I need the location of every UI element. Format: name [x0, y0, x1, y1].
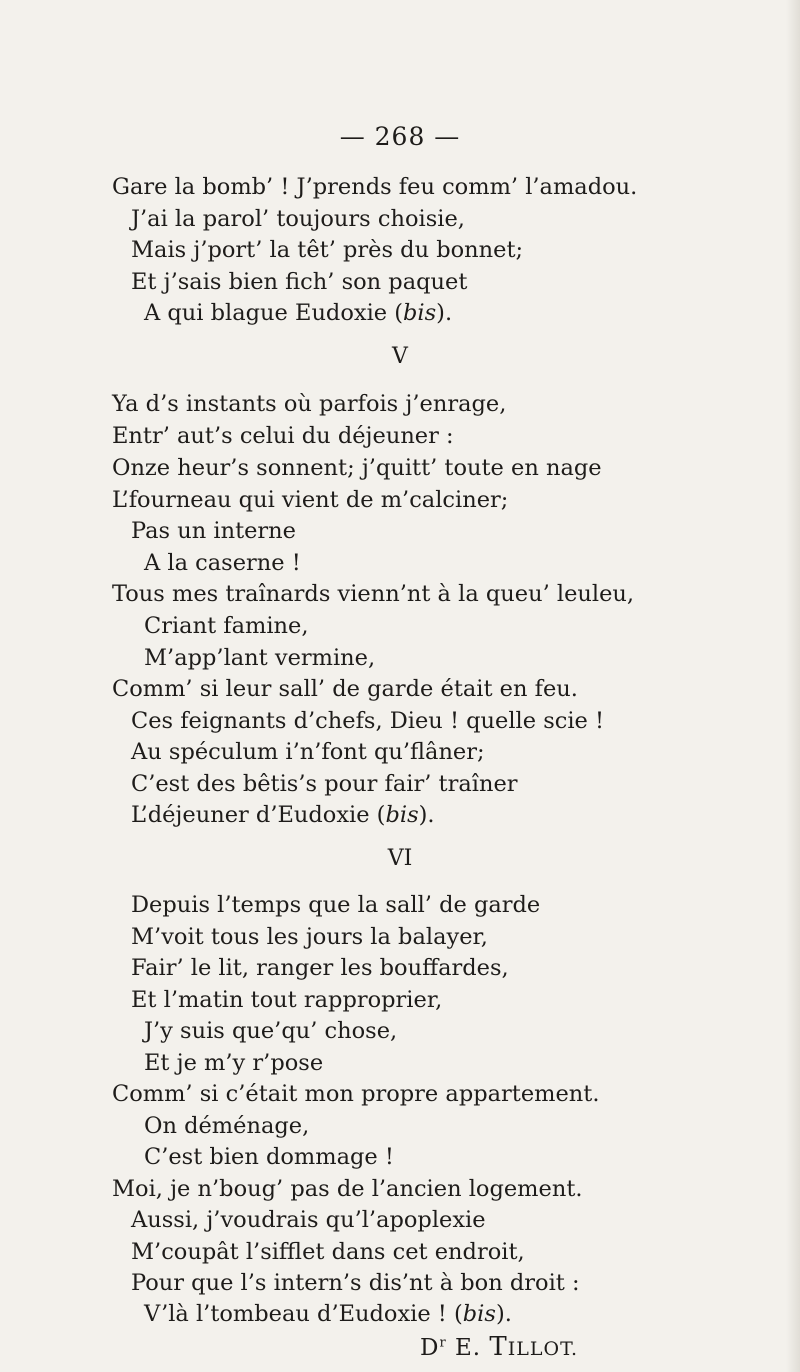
signature-initial: E.	[454, 1335, 482, 1361]
verse-line: Fair’ le lit, ranger les bouffardes,	[131, 955, 509, 981]
verse-line: J’y suis que’qu’ chose,	[144, 1018, 398, 1044]
page-number: — 268 —	[339, 122, 461, 151]
verse-line: Entr’ aut’s celui du déjeuner :	[112, 423, 454, 449]
verse-line: V’là l’tombeau d’Eudoxie ! (bis).	[144, 1301, 512, 1327]
verse-line: Mais j’port’ la têt’ près du bonnet;	[131, 237, 524, 263]
verse-line: J’ai la parol’ toujours choisie,	[131, 206, 465, 232]
verse-line: A la caserne !	[144, 550, 301, 576]
signature-surname-first: T	[489, 1332, 508, 1362]
verse-line: Et je m’y r’pose	[144, 1050, 324, 1076]
stanza-heading-vi: VI	[387, 846, 413, 871]
signature-title: D	[420, 1335, 440, 1361]
signature-title-sup: r	[439, 1335, 447, 1351]
verse-line: Pour que l’s intern’s dis’nt à bon droit :	[131, 1270, 580, 1296]
verse-line: A qui blague Eudoxie (bis).	[144, 300, 453, 326]
verse-line: Comm’ si leur sall’ de garde était en feu.	[112, 676, 578, 702]
verse-line: Et l’matin tout rapproprier,	[131, 987, 443, 1013]
stanza-heading-v: V	[392, 344, 408, 369]
verse-line: Tous mes traînards vienn’nt à la queu’ leuleu,	[112, 581, 635, 607]
verse-line: Comm’ si c’était mon propre appartement.	[112, 1081, 600, 1107]
verse-line: Pas un interne	[131, 518, 296, 544]
verse-line: Aussi, j’voudrais qu’l’apoplexie	[131, 1207, 486, 1233]
verse-line: Criant famine,	[144, 613, 309, 639]
verse-line: On déménage,	[144, 1113, 310, 1139]
page-edge-shadow	[786, 0, 800, 1372]
verse-line: L’déjeuner d’Eudoxie (bis).	[131, 802, 435, 828]
signature-surname-rest: ILLOT.	[507, 1338, 578, 1360]
author-signature	[420, 1332, 578, 1362]
verse-line: M’coupât l’sifflet dans cet endroit,	[131, 1239, 525, 1265]
verse-line: Et j’sais bien fich’ son paquet	[131, 269, 468, 295]
verse-line: Onze heur’s sonnent; j’quitt’ toute en nage	[112, 455, 602, 481]
verse-line: M’voit tous les jours la balayer,	[131, 924, 488, 950]
verse-line: Au spéculum i’n’font qu’flâner;	[131, 739, 485, 765]
verse-line: Ya d’s instants où parfois j’enrage,	[112, 391, 507, 417]
verse-line: M’app’lant vermine,	[144, 645, 376, 671]
verse-line: Moi, je n’boug’ pas de l’ancien logement.	[112, 1176, 583, 1202]
verse-line: Depuis l’temps que la sall’ de garde	[131, 892, 541, 918]
verse-line: Ces feignants d’chefs, Dieu ! quelle scie !	[131, 708, 605, 734]
verse-line: C’est bien dommage !	[144, 1144, 394, 1170]
verse-line: C’est des bêtis’s pour fair’ traîner	[131, 771, 518, 797]
verse-line: L’fourneau qui vient de m’calciner;	[112, 487, 509, 513]
verse-line: Gare la bomb’ ! J’prends feu comm’ l’amadou.	[112, 174, 638, 200]
